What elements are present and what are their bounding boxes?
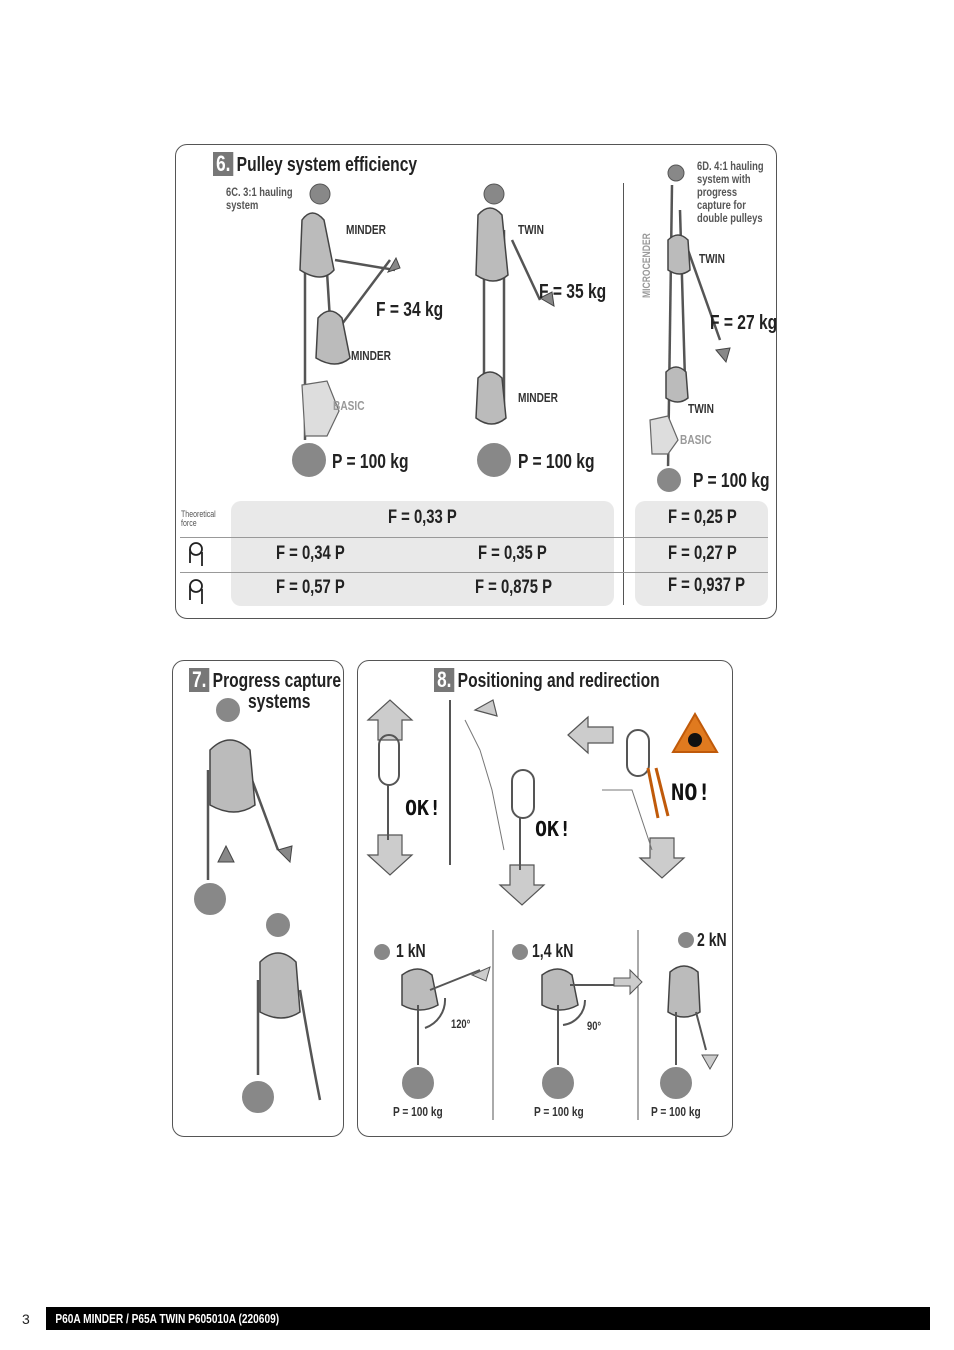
label-twin-d1: TWIN xyxy=(699,251,725,266)
ok-label-2: OK! xyxy=(535,817,572,841)
footer-bar xyxy=(46,1307,930,1330)
label-twin-d2: TWIN xyxy=(688,401,714,416)
theoretical-force-label: Theoretical force xyxy=(181,509,216,528)
row1-c3: F = 0,27 P xyxy=(668,543,737,564)
footer-text: P60A MINDER / P65A TWIN P605010A (220609) xyxy=(55,1311,280,1326)
section-8-title: Positioning and redirection xyxy=(457,670,660,692)
row2-c3: F = 0,937 P xyxy=(668,575,746,596)
label-basic-left: BASIC xyxy=(333,398,365,413)
row1-c2: F = 0,35 P xyxy=(478,543,547,564)
no-label: NO! xyxy=(671,781,711,806)
caption-6d: 6D. 4:1 hauling system with progress capture for double pulleys xyxy=(697,159,764,225)
label-minder-top: MINDER xyxy=(346,222,386,237)
load-bottom-1: P = 100 kg xyxy=(393,1104,443,1119)
theoretical-d: F = 0,25 P xyxy=(668,507,737,528)
force-14kn: 1,4 kN xyxy=(532,941,574,961)
force-34: F = 34 kg xyxy=(376,299,444,321)
load-bottom-3: P = 100 kg xyxy=(651,1104,701,1119)
page-number: 3 xyxy=(22,1311,30,1327)
label-microcender: MICROCENDER xyxy=(641,233,653,298)
label-minder-mid: MINDER xyxy=(351,348,391,363)
force-2kn: 2 kN xyxy=(697,930,727,950)
section-7-title-1: Progress capture xyxy=(212,670,342,692)
theoretical-c: F = 0,33 P xyxy=(388,507,457,528)
ok-label-1: OK! xyxy=(405,796,442,820)
label-basic-d: BASIC xyxy=(680,432,712,447)
label-twin-top: TWIN xyxy=(518,222,544,237)
section-8-number: 8. xyxy=(434,668,455,692)
load-p1: P = 100 kg xyxy=(332,451,409,473)
caption-6c: 6C. 3:1 hauling system xyxy=(226,185,293,212)
row2-c2: F = 0,875 P xyxy=(475,577,553,598)
section-7-number: 7. xyxy=(189,668,210,692)
force-1kn: 1 kN xyxy=(396,941,426,961)
load-p2: P = 100 kg xyxy=(518,451,595,473)
force-35: F = 35 kg xyxy=(539,281,607,303)
load-p3: P = 100 kg xyxy=(693,470,770,492)
row2-c1: F = 0,57 P xyxy=(276,577,345,598)
label-minder-right: MINDER xyxy=(518,390,558,405)
angle-120: 120° xyxy=(451,1017,471,1031)
row1-c1: F = 0,34 P xyxy=(276,543,345,564)
section-7-title-2: systems xyxy=(248,691,311,713)
section-6-number: 6. xyxy=(213,152,234,176)
section-6-title: Pulley system efficiency xyxy=(236,154,418,176)
angle-90: 90° xyxy=(587,1019,602,1033)
force-27: F = 27 kg xyxy=(710,312,778,334)
load-bottom-2: P = 100 kg xyxy=(534,1104,584,1119)
warning-icon xyxy=(673,714,717,752)
